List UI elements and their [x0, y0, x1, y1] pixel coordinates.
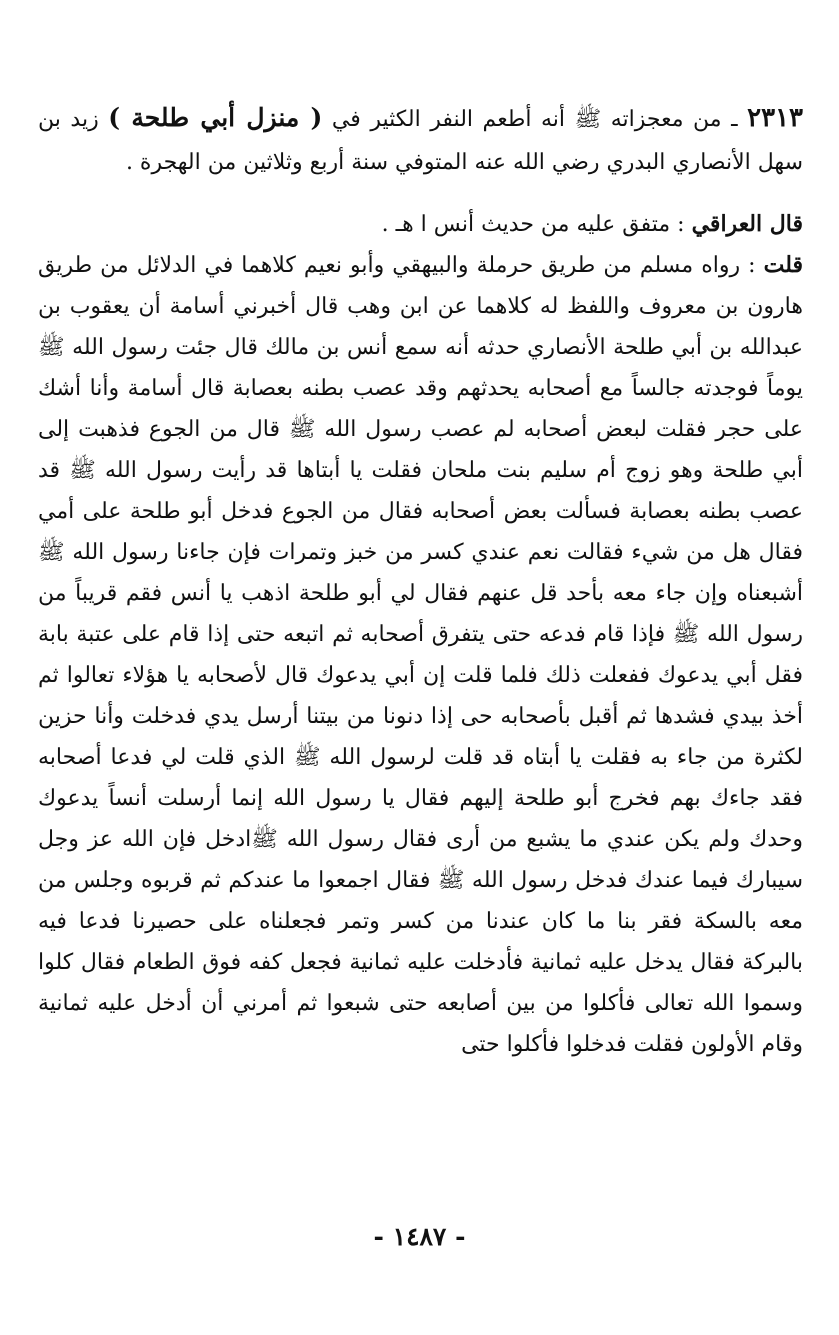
iraqi-text: : متفق عليه من حديث أنس ا هـ .	[381, 212, 692, 237]
entry-title-intro: من معجزاته ﷺ أنه أطعم النفر الكثير في	[322, 107, 722, 132]
entry-dash: ـ	[721, 107, 748, 132]
iraqi-paragraph	[38, 204, 803, 245]
commentary-label: قلت	[763, 252, 803, 278]
commentary-text: : رواه مسلم من طريق حرملة والبيهقي وأبو نعيم كلاهما في الدلائل من طريق هارون بن معروف واللفظ له كلاهما عن ابن وهب قال أخبرني أسامة أن يعقوب بن عبدالله بن أبي طلحة الأنصاري حدثه أنه سمع أنس بن مالك قال جئت رسول الله ﷺ يوماً فوجدته جالساً مع أصحابه يحدثهم وقد عصب بطنه بعصابة قال أسامة وأنا أشك على حجر فقلت لبعض أصحابه لم عصب رسول الله ﷺ قال من الجوع فذهبت إلى أبي طلحة وهو زوج أم سليم بنت ملحان فقلت يا أبتاها قد رأيت رسول الله ﷺ قد عصب بطنه بعصابة فسألت بعض أصحابه فقال من الجوع فدخل أبو طلحة على أمي فقال هل من شيء فقالت نعم عندي كسر من خبز وتمرات فإن جاءنا رسول الله ﷺ أشبعناه وإن جاء معه بأحد قل عنهم فقال لي أبو طلحة اذهب يا أنس فقم قريباً من رسول الله ﷺ فإذا قام فدعه حتى يتفرق أصحابه ثم اتبعه حتى إذا قام على عتبة بابة فقل أبي يدعوك ففعلت ذلك فلما قلت إن أبي يدعوك قال لأصحابه يا هؤلاء تعالوا ثم أخذ بيدي فشدها ثم أقبل بأصحابه حى إذا دنونا من بيتنا أرسل يدي فدخلت وأنا حزين لكثرة من جاء به فقلت يا أبتاه قد قلت لرسول الله ﷺ الذي قلت لي فدعا أصحابه فقد جاءك بهم فخرج أبو طلحة إليهم فقال يا رسول الله إنما أرسلت أنساً يدعوك وحدك ولم يكن عندي ما يشبع من أرى فقال رسول الله ﷺادخل فإن الله عز وجل سيبارك فيما عندك فدخل رسول الله ﷺ فقال اجمعوا ما عندكم ثم قربوه وجلس من معه بالسكة فقر بنا ما كان عندنا من كسر وتمر فجعلناه على حصيرنا فدعا فيه بالبركة فقال يدخل عليه ثمانية فأدخلت عليه ثمانية فجعل كفه فوق الطعام فقال كلوا وسموا الله تعالى فأكلوا من بين أصابعه حتى شبعوا ثم أمرني أن أدخل عليه ثمانية وقام الأولون فقلت فدخلوا فأكلوا حتى	[38, 253, 804, 1057]
entry-title-rest: زيد بن سهل الأنصاري البدري رضي الله عنه المتوفي سنة أربع وثلاثين من الهجرة .	[38, 107, 803, 175]
spacer	[38, 184, 803, 204]
page-body	[38, 96, 803, 1065]
commentary-paragraph	[38, 245, 803, 1065]
entry-number: ٢٣١٣	[747, 103, 803, 133]
iraqi-label: قال العراقي	[691, 211, 803, 237]
page-number: - ١٤٨٧ -	[373, 1222, 466, 1251]
entry-heading	[38, 96, 803, 184]
entry-title-bold: ( منزل أبي طلحة )	[108, 103, 323, 132]
